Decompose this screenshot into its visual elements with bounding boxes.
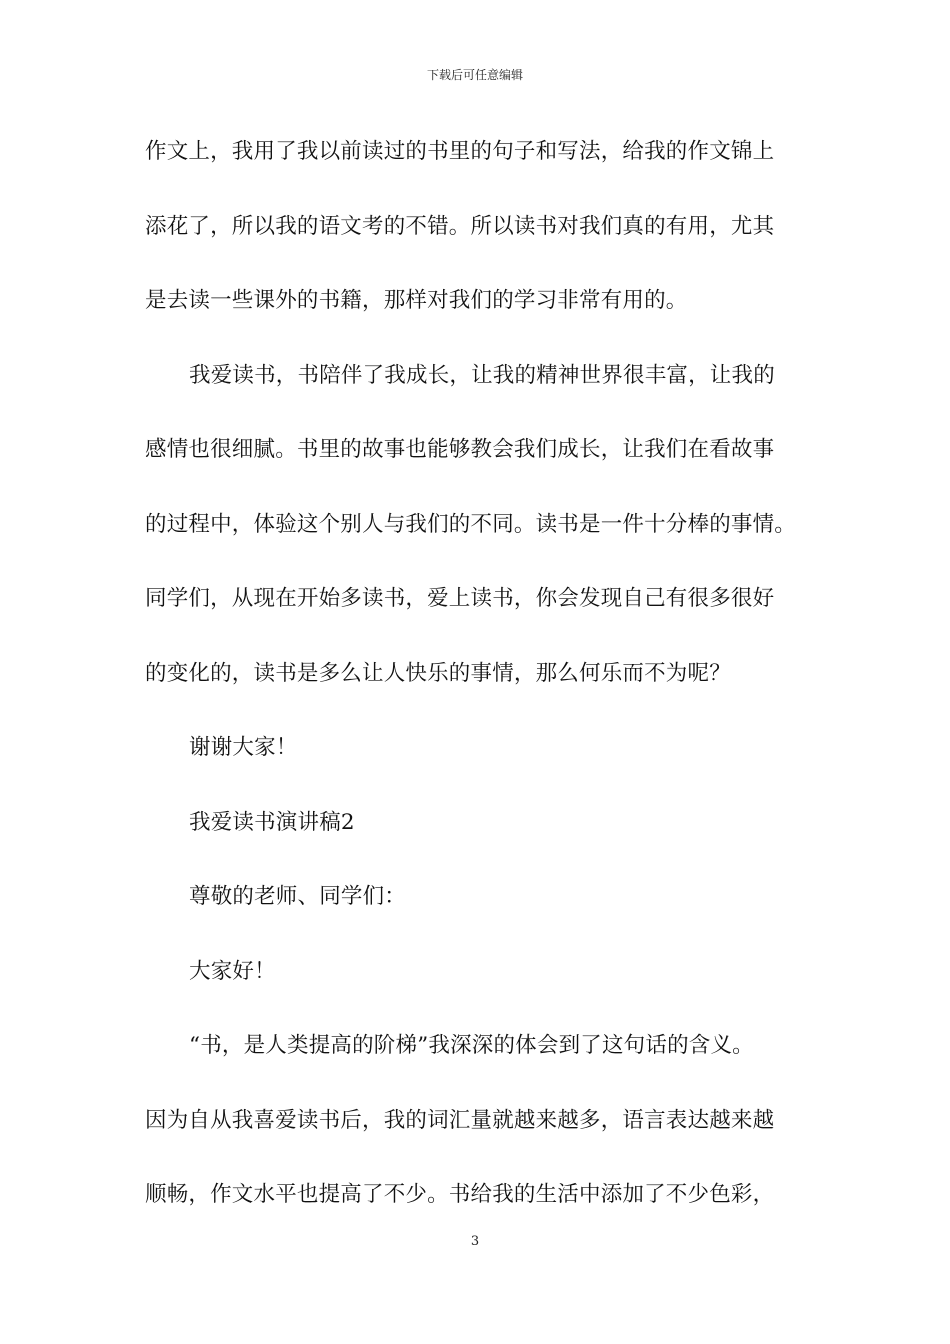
greeting-line: 大家好！ (189, 958, 276, 984)
text-line: 是去读一些课外的书籍，那样对我们的学习非常有用的。 (145, 288, 688, 313)
text-line: 的过程中，体验这个别人与我们的不同。读书是一件十分棒的事情。 (145, 511, 797, 537)
text-line: 添花了，所以我的语文考的不错。所以读书对我们真的有用，尤其 (145, 213, 775, 239)
paragraph-start-line: 我爱读书，书陪伴了我成长，让我的精神世界很丰富，让我的 (189, 362, 775, 388)
page-number: 3 (470, 1234, 480, 1249)
text-line: 作文上，我用了我以前读过的书里的句子和写法，给我的作文锦上 (145, 139, 775, 164)
text-line: 因为自从我喜爱读书后，我的词汇量就越来越多，语言表达越来越 (145, 1107, 775, 1133)
text-line: 感情也很细腻。书里的故事也能够教会我们成长，让我们在看故事 (145, 437, 775, 462)
text-line: 的变化的，读书是多么让人快乐的事情，那么何乐而不为呢？ (145, 660, 731, 686)
text-line: 顺畅，作文水平也提高了不少。书给我的生活中添加了不少色彩， (145, 1182, 775, 1207)
document-body (145, 130, 815, 1248)
page-header: 下载后可任意编辑 (426, 68, 523, 82)
closing-line: 谢谢大家！ (189, 735, 298, 760)
paragraph-start-line: “书，是人类提高的阶梯”我深深的体会到了这句话的含义。 (189, 1033, 754, 1058)
section-title: 我爱读书演讲稿2 (189, 809, 355, 835)
text-line: 同学们，从现在开始多读书，爱上读书，你会发现自己有很多很好 (145, 586, 775, 611)
salutation-line: 尊敬的老师、同学们： (189, 884, 407, 909)
